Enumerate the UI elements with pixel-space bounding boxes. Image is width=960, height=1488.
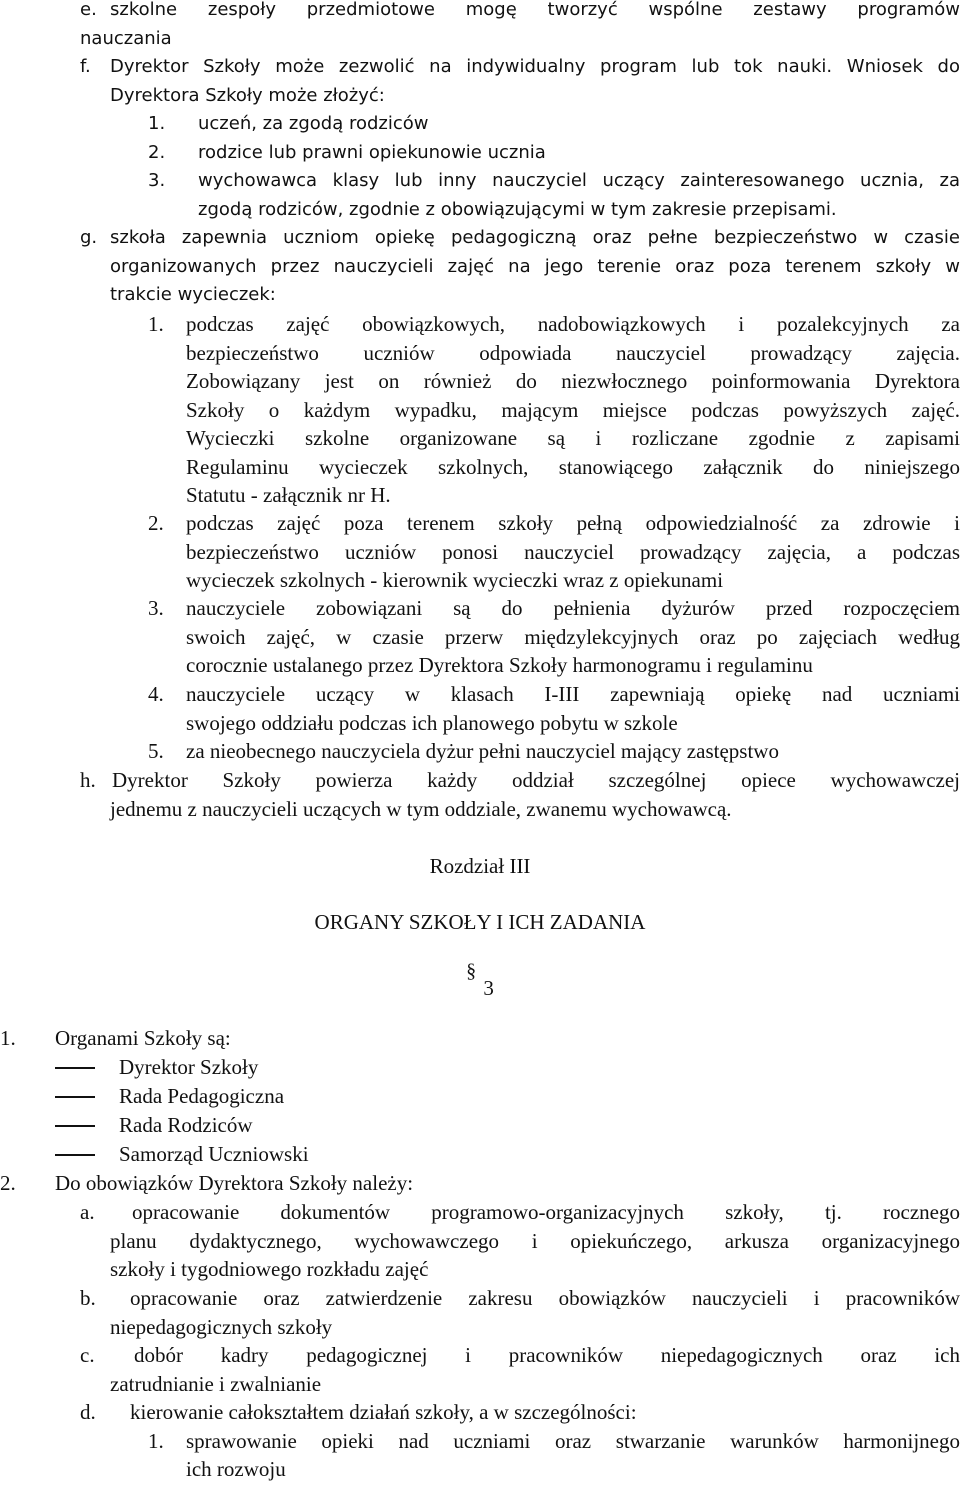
chapter-title: ORGANY SZKOŁY I ICH ZADANIA	[314, 910, 646, 934]
text-line: bezpieczeństwo uczniów ponosi nauczyciel prowadzący zajęcia, a podczas	[186, 539, 960, 564]
item-text	[130, 1284, 960, 1313]
item-label: 3.	[148, 596, 164, 620]
list-item-g-4	[148, 680, 960, 737]
list-item-f-3	[148, 167, 960, 224]
item-text	[186, 509, 960, 595]
item-text	[186, 680, 960, 737]
text-line: kierowanie całokształtem działań szkoły, a w szczególności:	[130, 1400, 637, 1424]
text-line: Samorząd Uczniowski	[119, 1142, 309, 1166]
item-text	[130, 1398, 960, 1427]
dash-bullet	[55, 1067, 95, 1069]
text-line: szkoły i tygodniowego rozkładu zajęć	[110, 1257, 429, 1281]
list-item-e	[80, 0, 960, 25]
duty-item-c-continuation	[110, 1370, 321, 1399]
list-item-f-1	[148, 110, 960, 139]
duty-item-b-continuation	[110, 1313, 332, 1342]
text-line: swoich zajęć, w czasie przerw międzylekcyjnych oraz po zajęciach według	[186, 624, 960, 649]
text-line: Rada Rodziców	[119, 1113, 253, 1137]
item-label: 4.	[148, 682, 164, 706]
item-text	[112, 766, 960, 795]
duty-item-d-1	[148, 1427, 960, 1484]
text-line: jednemu z nauczycieli uczących w tym oddziale, zwanemu wychowawcą.	[110, 796, 732, 821]
text-line: Dyrektora Szkoły może złożyć:	[110, 84, 385, 106]
item-label: 2.	[0, 1171, 16, 1195]
item-text	[186, 594, 960, 680]
list-item-g-1	[148, 310, 960, 510]
text-line: Dyrektor Szkoły powierza każdy oddział szczególnej opiece wychowawczej	[112, 768, 960, 792]
item-label: e.	[80, 0, 97, 20]
text-line: swojego oddziału podczas ich planowego pobytu w szkole	[186, 710, 678, 735]
dash-bullet	[55, 1096, 95, 1098]
duty-item-a	[80, 1198, 960, 1227]
text-line: Zobowiązany jest on również do niezwłocznego poinformowania Dyrektora	[186, 369, 960, 393]
list-item-e-continuation	[80, 25, 172, 54]
list-item-g-continuation	[110, 253, 960, 310]
list-item-g-3	[148, 594, 960, 680]
text-line: Dyrektor Szkoły	[119, 1055, 259, 1079]
list-item-g-2	[148, 509, 960, 595]
item-label: 2.	[148, 511, 164, 535]
item-text	[110, 0, 960, 25]
text-line: uczeń, za zgodą rodziców	[198, 113, 429, 134]
item-label: 1.	[148, 113, 166, 134]
text-line: nauczania	[80, 27, 172, 49]
organ-list-item	[119, 1053, 258, 1082]
item-label: 1.	[148, 1428, 164, 1453]
text-line: Statutu - załącznik nr H.	[186, 483, 391, 507]
text-line: Rada Pedagogiczna	[119, 1084, 285, 1108]
item-label: c.	[80, 1343, 95, 1367]
item-label: d.	[80, 1400, 96, 1424]
list-item-h-continuation	[110, 795, 732, 824]
item-label: 2.	[148, 141, 166, 163]
chapter-number: Rozdział III	[429, 854, 531, 878]
list-item-h	[80, 766, 960, 795]
item-text	[55, 1169, 960, 1198]
text-line: bezpieczeństwo uczniów odpowiada nauczyciel prowadzący zajęcia.	[186, 340, 960, 365]
item-label: 1.	[148, 312, 164, 336]
item-text	[186, 737, 960, 766]
item-label: 1.	[0, 1026, 16, 1050]
text-line: wycieczek szkolnych - kierownik wycieczki wraz z opiekunami	[186, 568, 724, 592]
item-text	[55, 1024, 960, 1053]
organ-list-item	[119, 1111, 253, 1140]
list-item-g	[80, 224, 960, 253]
item-label: a.	[80, 1200, 95, 1224]
section-number: 3	[483, 976, 494, 1000]
item-text	[110, 53, 960, 82]
text-line: Szkoły o każdym wypadku, mającym miejsce podczas powyższych zajęć.	[186, 397, 960, 422]
list-item-f	[80, 53, 960, 82]
text-line: Do obowiązków Dyrektora Szkoły należy:	[55, 1171, 414, 1195]
text-line: organizowanych przez nauczycieli zajęć na jego terenie oraz poza terenem szkoły w	[110, 255, 960, 277]
text-line: dobór kadry pedagogicznej i pracowników niepedagogicznych oraz ich	[134, 1343, 960, 1367]
item-label: f.	[80, 56, 91, 77]
item-text	[134, 1341, 960, 1370]
duty-item-c	[80, 1341, 960, 1370]
text-line: niepedagogicznych szkoły	[110, 1314, 333, 1339]
text-line: opracowanie dokumentów programowo-organizacyjnych szkoły, tj. rocznego	[132, 1200, 960, 1224]
item-text	[198, 167, 960, 224]
text-line: podczas zajęć obowiązkowych, nadobowiązkowych i pozalekcyjnych za	[186, 312, 960, 336]
list-item-g-5	[148, 737, 960, 766]
text-line: szkoła zapewnia uczniom opiekę pedagogiczną oraz pełne bezpieczeństwo w czasie	[110, 227, 960, 248]
item-text	[110, 224, 960, 253]
organs-item	[0, 1024, 960, 1053]
text-line: nauczyciele uczący w klasach I-III zapewniają opiekę nad uczniami	[186, 682, 960, 706]
item-text	[186, 310, 960, 510]
text-line: planu dydaktycznego, wychowawczego i opiekuńczego, arkusza organizacyjnego	[110, 1228, 960, 1253]
text-line: za nieobecnego nauczyciela dyżur pełni nauczyciel mający zastępstwo	[186, 739, 779, 763]
text-line: nauczyciele zobowiązani są do pełnienia dyżurów przed rozpoczęciem	[186, 596, 960, 620]
text-line: ich rozwoju	[186, 1457, 286, 1481]
text-line: corocznie ustalanego przez Dyrektora Szkoły harmonogramu i regulaminu	[186, 653, 813, 677]
item-text	[198, 110, 960, 139]
text-line: szkolne zespoły przedmiotowe mogę tworzyć wspólne zestawy programów	[110, 0, 960, 20]
text-line: wychowawca klasy lub inny nauczyciel uczący zainteresowanego ucznia, za	[198, 170, 960, 191]
duty-item-b	[80, 1284, 960, 1313]
text-line: Wycieczki szkolne organizowane są i rozliczane zgodnie z zapisami	[186, 426, 960, 450]
text-line: sprawowanie opieki nad uczniami oraz stwarzanie warunków harmonijnego	[186, 1428, 960, 1453]
section-heading	[0, 960, 960, 1001]
organ-list-item	[119, 1082, 284, 1111]
text-line: zgodą rodziców, zgodnie z obowiązującymi w tym zakresie przepisami.	[198, 198, 837, 220]
text-line: zatrudnianie i zwalnianie	[110, 1371, 322, 1396]
item-label: 3.	[148, 170, 166, 191]
item-label: h.	[80, 768, 96, 792]
duty-item-a-continuation	[110, 1227, 960, 1284]
item-label: 5.	[148, 739, 164, 763]
organ-list-item	[119, 1140, 309, 1169]
section-symbol: §	[466, 960, 477, 982]
item-text	[198, 139, 960, 168]
list-item-f-continuation	[110, 82, 385, 111]
dash-bullet	[55, 1154, 95, 1156]
duty-item-d	[80, 1398, 960, 1427]
text-line: podczas zajęć poza terenem szkoły pełną odpowiedzialność za zdrowie i	[186, 511, 960, 535]
text-line: Organami Szkoły są:	[55, 1026, 231, 1050]
item-text	[132, 1198, 960, 1227]
text-line: Dyrektor Szkoły może zezwolić na indywidualny program lub tok nauki. Wniosek do	[110, 56, 960, 77]
item-label: g.	[80, 227, 98, 248]
item-label: b.	[80, 1286, 96, 1310]
text-line: Regulaminu wycieczek szkolnych, stanowiącego załącznik do niniejszego	[186, 454, 960, 479]
text-line: trakcie wycieczek:	[110, 284, 276, 305]
item-text	[186, 1427, 960, 1484]
text-line: opracowanie oraz zatwierdzenie zakresu obowiązków nauczycieli i pracowników	[130, 1286, 960, 1310]
dash-bullet	[55, 1125, 95, 1127]
duties-item	[0, 1169, 960, 1198]
text-line: rodzice lub prawni opiekunowie ucznia	[198, 141, 546, 163]
list-item-f-2	[148, 139, 960, 168]
